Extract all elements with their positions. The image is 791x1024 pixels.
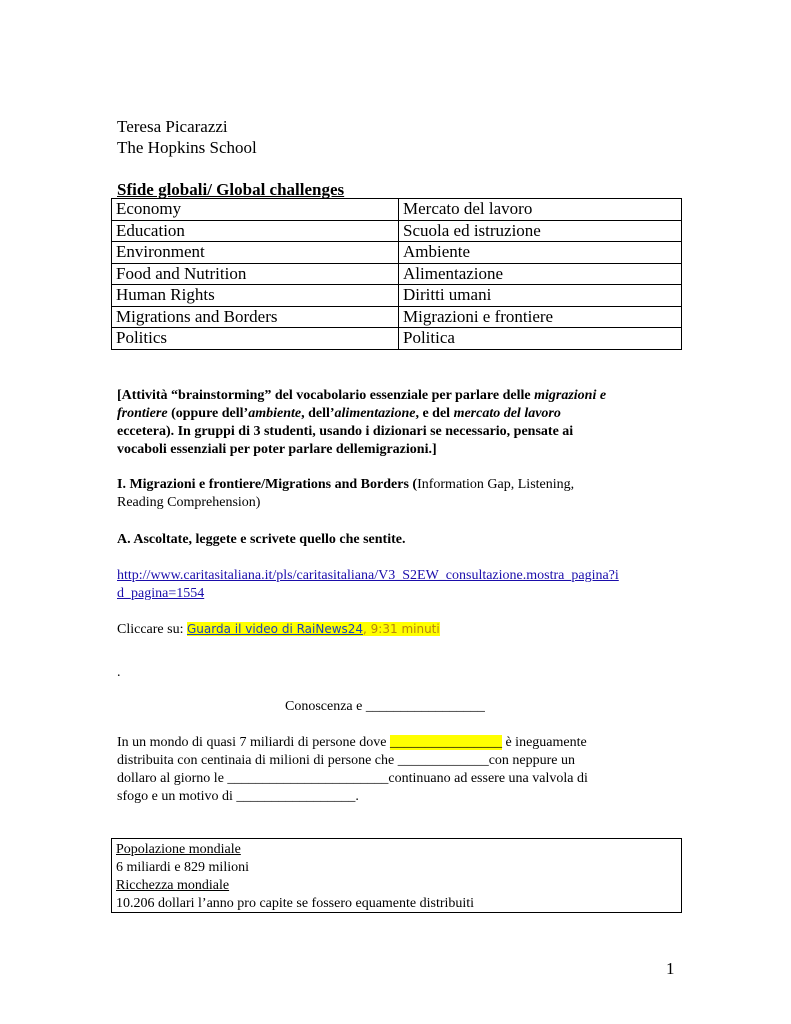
source-url-link-line1[interactable]: http://www.caritasitaliana.it/pls/caritasitaliana/V3_S2EW_consultazione.mostra_pagina?i [117, 568, 619, 583]
page-title: Sfide globali/ Global challenges [117, 180, 345, 199]
cell-italian: Ambiente [399, 242, 682, 264]
wealth-value: 10.206 dollari l’anno pro capite se fossero equamente distribuiti [116, 896, 475, 911]
page-number: 1 [666, 959, 675, 978]
cell-english: Economy [112, 199, 399, 221]
wealth-label: Ricchezza mondiale [116, 878, 230, 893]
cell-english: Migrations and Borders [112, 306, 399, 328]
population-value: 6 miliardi e 829 milioni [116, 860, 249, 875]
cell-italian: Politica [399, 328, 682, 350]
click-instruction: Cliccare su: Guarda il video di RaiNews24, 9:31 minuti [117, 622, 440, 637]
table-row [112, 263, 682, 285]
cell-italian: Diritti umani [399, 285, 682, 307]
cell-english: Human Rights [112, 285, 399, 307]
population-label: Popolazione mondiale [116, 842, 241, 857]
cell-italian: Scuola ed istruzione [399, 220, 682, 242]
cell-english: Education [112, 220, 399, 242]
fill-in-paragraph: In un mondo di quasi 7 miliardi di persone dove ________________ è ineguamente distribuita con centinaia di milioni di persone che _____________con neppure un dollaro al giorno le _______________________continuano ad essere una valvola di sfogo e un motivo di _________________. [117, 735, 588, 804]
author-name: Teresa Picarazzi [117, 117, 228, 136]
highlighted-blank[interactable]: ________________ [389, 735, 502, 750]
fill-in-heading: Conoscenza e _________________ [285, 699, 485, 714]
table-row [112, 306, 682, 328]
section-a-heading: A. Ascoltate, leggete e scrivete quello che sentite. [117, 532, 406, 547]
stats-box [111, 838, 682, 913]
dot: . [117, 665, 121, 680]
table-row [112, 242, 682, 264]
video-duration: , 9:31 minuti [363, 622, 440, 636]
instructions-paragraph: [Attività “brainstorming” del vocabolario essenziale per parlare delle migrazioni e frontiere (oppure dell’ambiente, dell’alimentazione, e del mercato del lavoro eccetera). In gruppi di 3 studenti, usando i dizionari se necessario, pensate ai vocaboli essenziali per poter parlare dellemigrazioni.] [117, 388, 607, 457]
table-row [112, 328, 682, 350]
source-url[interactable] [117, 567, 697, 603]
school-name: The Hopkins School [117, 138, 257, 157]
cell-italian: Migrazioni e frontiere [399, 306, 682, 328]
cell-english: Politics [112, 328, 399, 350]
source-url-link-line2[interactable]: d_pagina=1554 [117, 586, 205, 601]
video-link[interactable]: Guarda il video di RaiNews24 [186, 622, 364, 636]
table-row [112, 220, 682, 242]
vocab-table [111, 198, 682, 350]
cell-english: Food and Nutrition [112, 263, 399, 285]
cell-english: Environment [112, 242, 399, 264]
table-row [112, 199, 682, 221]
section-1-heading: I. Migrazioni e frontiere/Migrations and Borders (Information Gap, Listening, Reading Comprehension) [117, 477, 575, 510]
cell-italian: Mercato del lavoro [399, 199, 682, 221]
table-row [112, 285, 682, 307]
cell-italian: Alimentazione [399, 263, 682, 285]
